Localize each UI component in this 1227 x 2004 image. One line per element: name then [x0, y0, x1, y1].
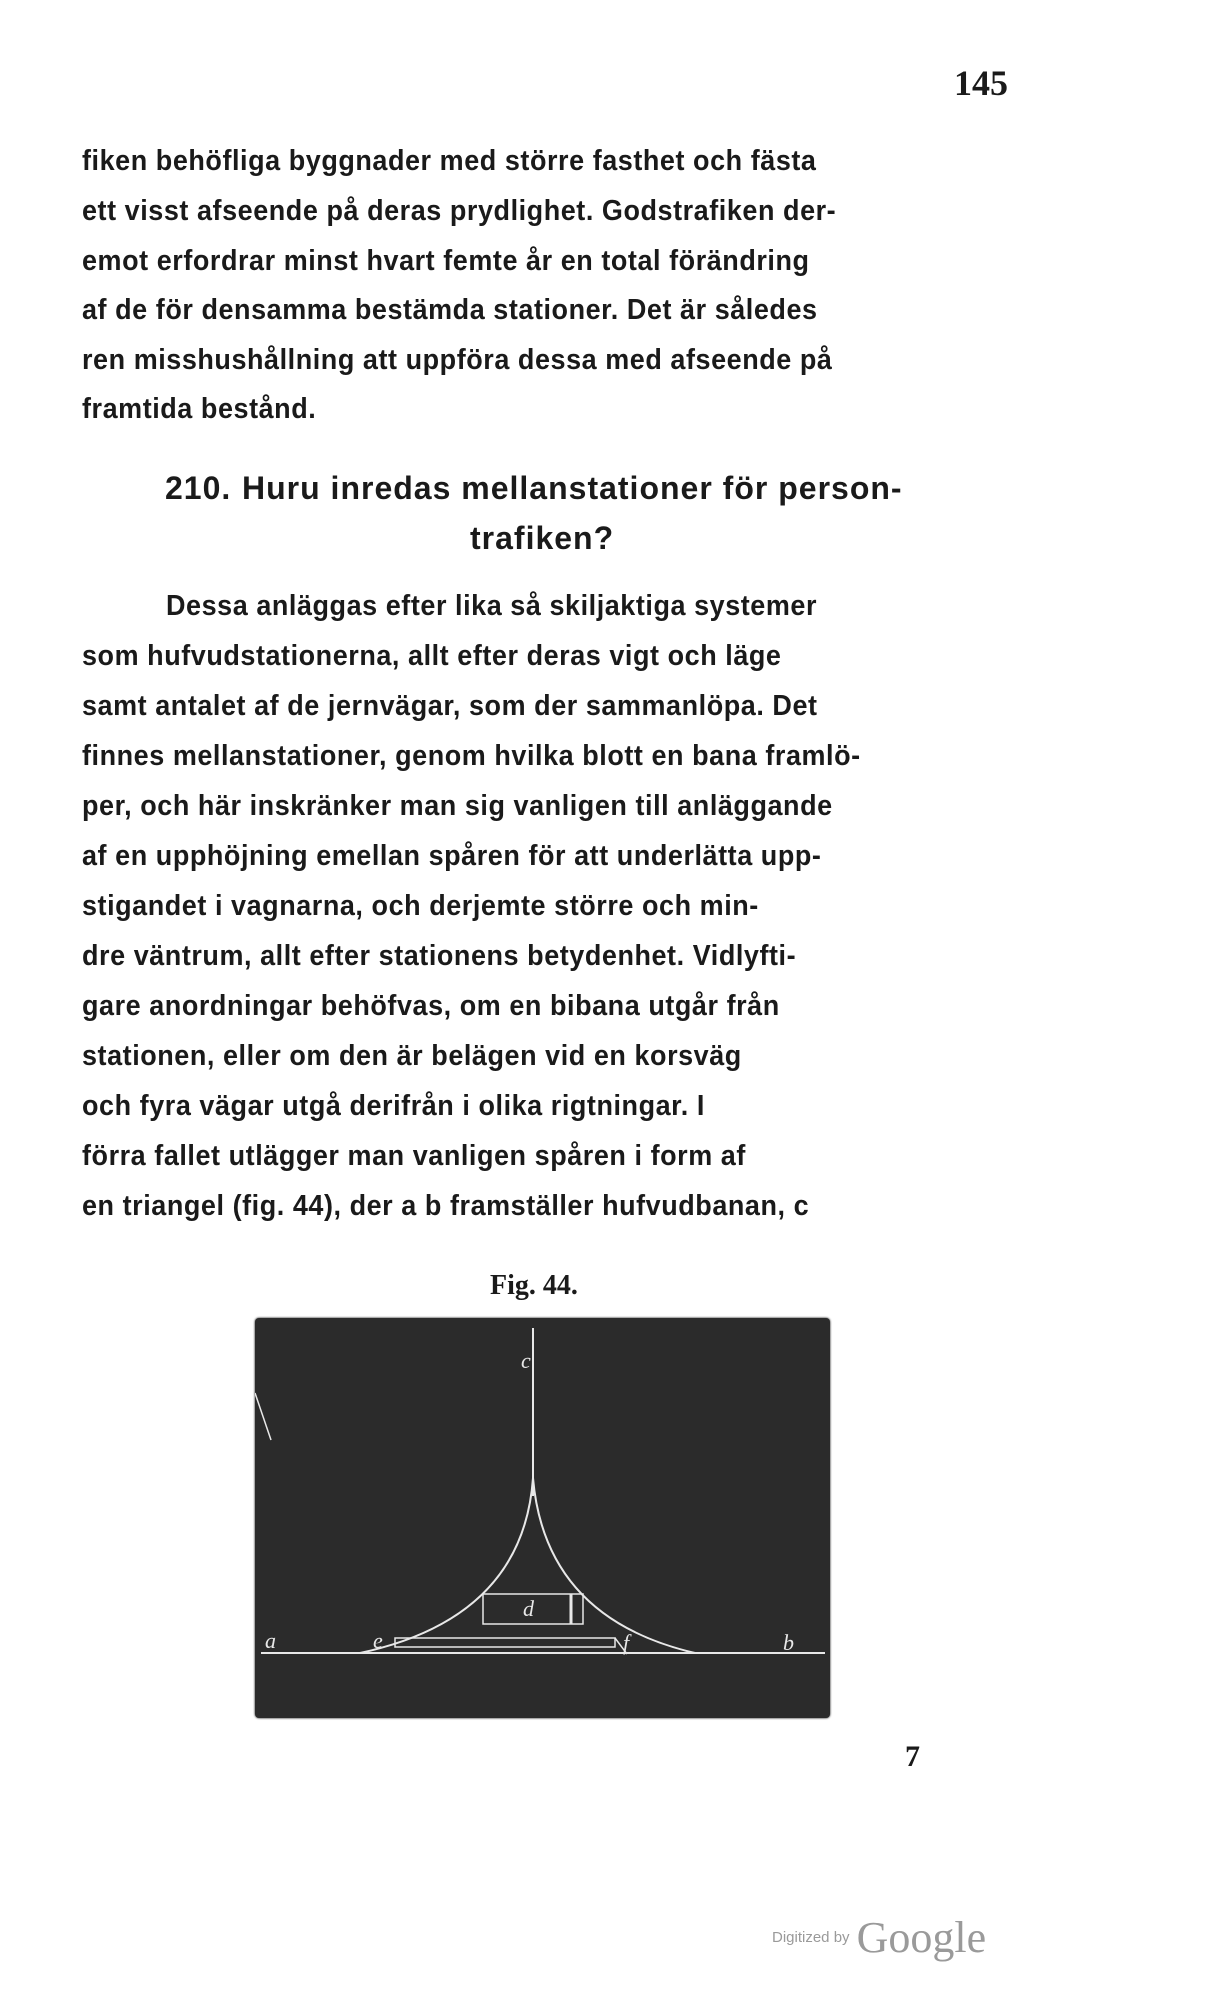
- text-line: af de för densamma bestämda stationer. Det är således: [82, 294, 818, 326]
- label-a: a: [265, 1628, 276, 1653]
- text-line: ren misshushållning att uppföra dessa med afseende på: [82, 344, 833, 376]
- right-curve: [533, 1478, 695, 1653]
- label-b: b: [783, 1630, 794, 1655]
- text-line: stationen, eller om den är belägen vid en korsväg: [82, 1040, 742, 1072]
- text-line: af en upphöjning emellan spåren för att underlätta upp-: [82, 840, 822, 872]
- platform-e: [395, 1638, 615, 1647]
- figure-caption: Fig. 44.: [490, 1270, 578, 1301]
- text-line: ett visst afseende på deras prydlighet. Godstrafiken der-: [82, 195, 837, 227]
- text-line: framtida bestånd.: [82, 393, 317, 425]
- text-line: per, och här inskränker man sig vanligen till anläggande: [82, 790, 833, 822]
- label-d: d: [523, 1596, 534, 1621]
- text-line: gare anordningar behöfvas, om en bibana utgår från: [82, 990, 780, 1022]
- watermark-brand: Google: [856, 1913, 987, 1962]
- watermark-prefix: Digitized by: [772, 1929, 850, 1946]
- text-line: finnes mellanstationer, genom hvilka blott en bana framlö-: [82, 740, 861, 772]
- text-line: Dessa anläggas efter lika så skiljaktiga systemer: [166, 590, 818, 622]
- text-line: emot erfordrar minst hvart femte år en total förändring: [82, 245, 810, 277]
- label-f: f: [623, 1630, 630, 1655]
- left-edge-mark: [255, 1393, 271, 1440]
- section-title-line-2: trafiken?: [470, 520, 615, 556]
- section-number: 210.: [165, 470, 232, 506]
- section-title-line-1: Huru inredas mellanstationer för person-: [242, 470, 903, 506]
- watermark: [772, 1912, 986, 1963]
- text-line: dre väntrum, allt efter stationens betydenhet. Vidlyfti-: [82, 940, 797, 972]
- figure-44: [255, 1318, 830, 1718]
- text-line: fiken behöfliga byggnader med större fasthet och fästa: [82, 145, 817, 177]
- triangle-track-diagram: [255, 1318, 830, 1718]
- left-curve: [360, 1478, 533, 1653]
- text-line: samt antalet af de jernvägar, som der sammanlöpa. Det: [82, 690, 818, 722]
- margin-mark: 7: [905, 1740, 920, 1773]
- text-line: stigandet i vagnarna, och derjemte större och min-: [82, 890, 759, 922]
- text-line: förra fallet utlägger man vanligen spåren i form af: [82, 1140, 746, 1172]
- text-line: som hufvudstationerna, allt efter deras vigt och läge: [82, 640, 782, 672]
- page-number: 145: [954, 63, 1008, 103]
- text-line: och fyra vägar utgå derifrån i olika rigtningar. I: [82, 1090, 705, 1122]
- label-c: c: [521, 1348, 531, 1373]
- label-e: e: [373, 1628, 383, 1653]
- text-line: en triangel (fig. 44), der a b framställer hufvudbanan, c: [82, 1190, 810, 1222]
